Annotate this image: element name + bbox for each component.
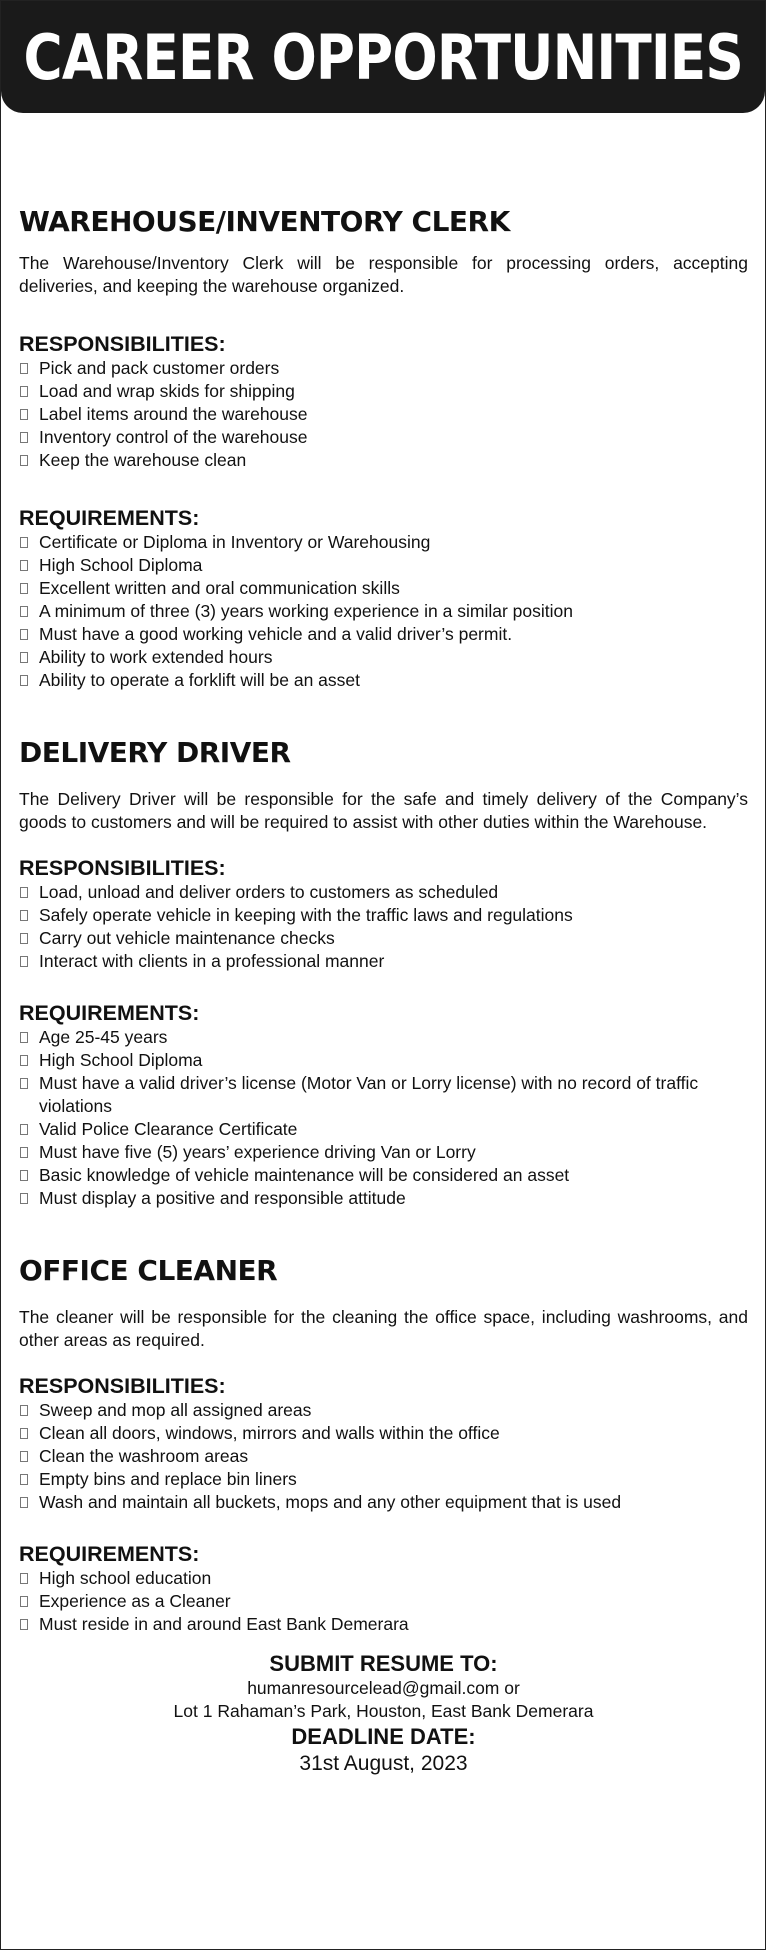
responsibilities-list — [19, 357, 748, 472]
job-title: DELIVERY DRIVER — [19, 736, 291, 769]
list-item: Load and wrap skids for shipping — [19, 380, 748, 403]
responsibilities-heading: RESPONSIBILITIES: — [19, 332, 226, 356]
requirements-heading: REQUIREMENTS: — [19, 506, 200, 530]
list-item: Clean all doors, windows, mirrors and walls within the office — [19, 1422, 748, 1445]
checkbox-icon — [20, 1474, 28, 1485]
list-item: Keep the warehouse clean — [19, 449, 748, 472]
checkbox-icon — [20, 652, 28, 663]
list-item: Certificate or Diploma in Inventory or Warehousing — [19, 531, 748, 554]
jobs-content — [1, 113, 765, 1777]
list-item: Empty bins and replace bin liners — [19, 1468, 748, 1491]
list-item: High School Diploma — [19, 1049, 748, 1072]
list-item: Must display a positive and responsible attitude — [19, 1187, 748, 1210]
list-item: High School Diploma — [19, 554, 748, 577]
list-item: Must reside in and around East Bank Demerara — [19, 1613, 748, 1636]
submit-heading: SUBMIT RESUME TO: — [269, 1651, 498, 1676]
job-description: The Warehouse/Inventory Clerk will be responsible for processing orders, accepting deliveries, and keeping the warehouse organized. — [19, 253, 748, 296]
checkbox-icon — [20, 1573, 28, 1584]
checkbox-icon — [20, 1405, 28, 1416]
deadline-heading: DEADLINE DATE: — [291, 1724, 476, 1749]
list-item: Clean the washroom areas — [19, 1445, 748, 1468]
job-section-office-cleaner — [19, 1210, 748, 1636]
checkbox-icon — [20, 933, 28, 944]
requirements-list — [19, 1567, 748, 1636]
checkbox-icon — [20, 1428, 28, 1439]
submission-info — [19, 1636, 748, 1777]
checkbox-icon — [20, 910, 28, 921]
list-item: Must have a valid driver’s license (Motor Van or Lorry license) with no record of traffic violations — [19, 1072, 748, 1118]
page-title: CAREER OPPORTUNITIES — [23, 20, 743, 94]
job-title: OFFICE CLEANER — [19, 1254, 278, 1287]
checkbox-icon — [20, 1032, 28, 1043]
list-item: Interact with clients in a professional manner — [19, 950, 748, 973]
list-item: Must have five (5) years’ experience driving Van or Lorry — [19, 1141, 748, 1164]
checkbox-icon — [20, 432, 28, 443]
checkbox-icon — [20, 1497, 28, 1508]
requirements-heading: REQUIREMENTS: — [19, 1542, 200, 1566]
deadline-date: 31st August, 2023 — [299, 1752, 468, 1775]
checkbox-icon — [20, 1124, 28, 1135]
checkbox-icon — [20, 363, 28, 374]
header-banner — [1, 1, 765, 113]
job-section-delivery-driver — [19, 692, 748, 1210]
checkbox-icon — [20, 1596, 28, 1607]
job-description: The Delivery Driver will be responsible for the safe and timely delivery of the Company’s goods to customers and will be required to assist with other duties within the Warehouse. — [19, 789, 748, 832]
list-item: A minimum of three (3) years working experience in a similar position — [19, 600, 748, 623]
checkbox-icon — [20, 1147, 28, 1158]
list-item: Experience as a Cleaner — [19, 1590, 748, 1613]
list-item: Ability to work extended hours — [19, 646, 748, 669]
checkbox-icon — [20, 386, 28, 397]
checkbox-icon — [20, 1170, 28, 1181]
list-item: Excellent written and oral communication skills — [19, 577, 748, 600]
checkbox-icon — [20, 1055, 28, 1066]
checkbox-icon — [20, 455, 28, 466]
responsibilities-list — [19, 881, 748, 973]
job-title: WAREHOUSE/INVENTORY CLERK — [19, 205, 510, 238]
checkbox-icon — [20, 560, 28, 571]
list-item: Label items around the warehouse — [19, 403, 748, 426]
email-line: humanresourcelead@gmail.com or — [247, 1678, 520, 1698]
checkbox-icon — [20, 887, 28, 898]
responsibilities-heading: RESPONSIBILITIES: — [19, 856, 226, 880]
checkbox-icon — [20, 583, 28, 594]
checkbox-icon — [20, 956, 28, 967]
requirements-heading: REQUIREMENTS: — [19, 1001, 200, 1025]
checkbox-icon — [20, 1193, 28, 1204]
list-item: Load, unload and deliver orders to customers as scheduled — [19, 881, 748, 904]
checkbox-icon — [20, 629, 28, 640]
checkbox-icon — [20, 1078, 28, 1089]
requirements-list — [19, 531, 748, 692]
list-item: Sweep and mop all assigned areas — [19, 1399, 748, 1422]
responsibilities-heading: RESPONSIBILITIES: — [19, 1374, 226, 1398]
list-item: Basic knowledge of vehicle maintenance will be considered an asset — [19, 1164, 748, 1187]
address-line: Lot 1 Rahaman’s Park, Houston, East Bank Demerara — [173, 1701, 594, 1721]
list-item: Valid Police Clearance Certificate — [19, 1118, 748, 1141]
list-item: Must have a good working vehicle and a valid driver’s permit. — [19, 623, 748, 646]
list-item: Age 25-45 years — [19, 1026, 748, 1049]
checkbox-icon — [20, 675, 28, 686]
checkbox-icon — [20, 1619, 28, 1630]
job-section-warehouse-clerk — [19, 113, 748, 692]
checkbox-icon — [20, 409, 28, 420]
list-item: Inventory control of the warehouse — [19, 426, 748, 449]
list-item: High school education — [19, 1567, 748, 1590]
responsibilities-list — [19, 1399, 748, 1514]
checkbox-icon — [20, 606, 28, 617]
requirements-list — [19, 1026, 748, 1210]
list-item: Ability to operate a forklift will be an asset — [19, 669, 748, 692]
list-item: Carry out vehicle maintenance checks — [19, 927, 748, 950]
list-item: Safely operate vehicle in keeping with the traffic laws and regulations — [19, 904, 748, 927]
job-description: The cleaner will be responsible for the cleaning the office space, including washrooms, and other areas as required. — [19, 1307, 748, 1350]
checkbox-icon — [20, 537, 28, 548]
checkbox-icon — [20, 1451, 28, 1462]
list-item: Pick and pack customer orders — [19, 357, 748, 380]
list-item: Wash and maintain all buckets, mops and any other equipment that is used — [19, 1491, 748, 1514]
